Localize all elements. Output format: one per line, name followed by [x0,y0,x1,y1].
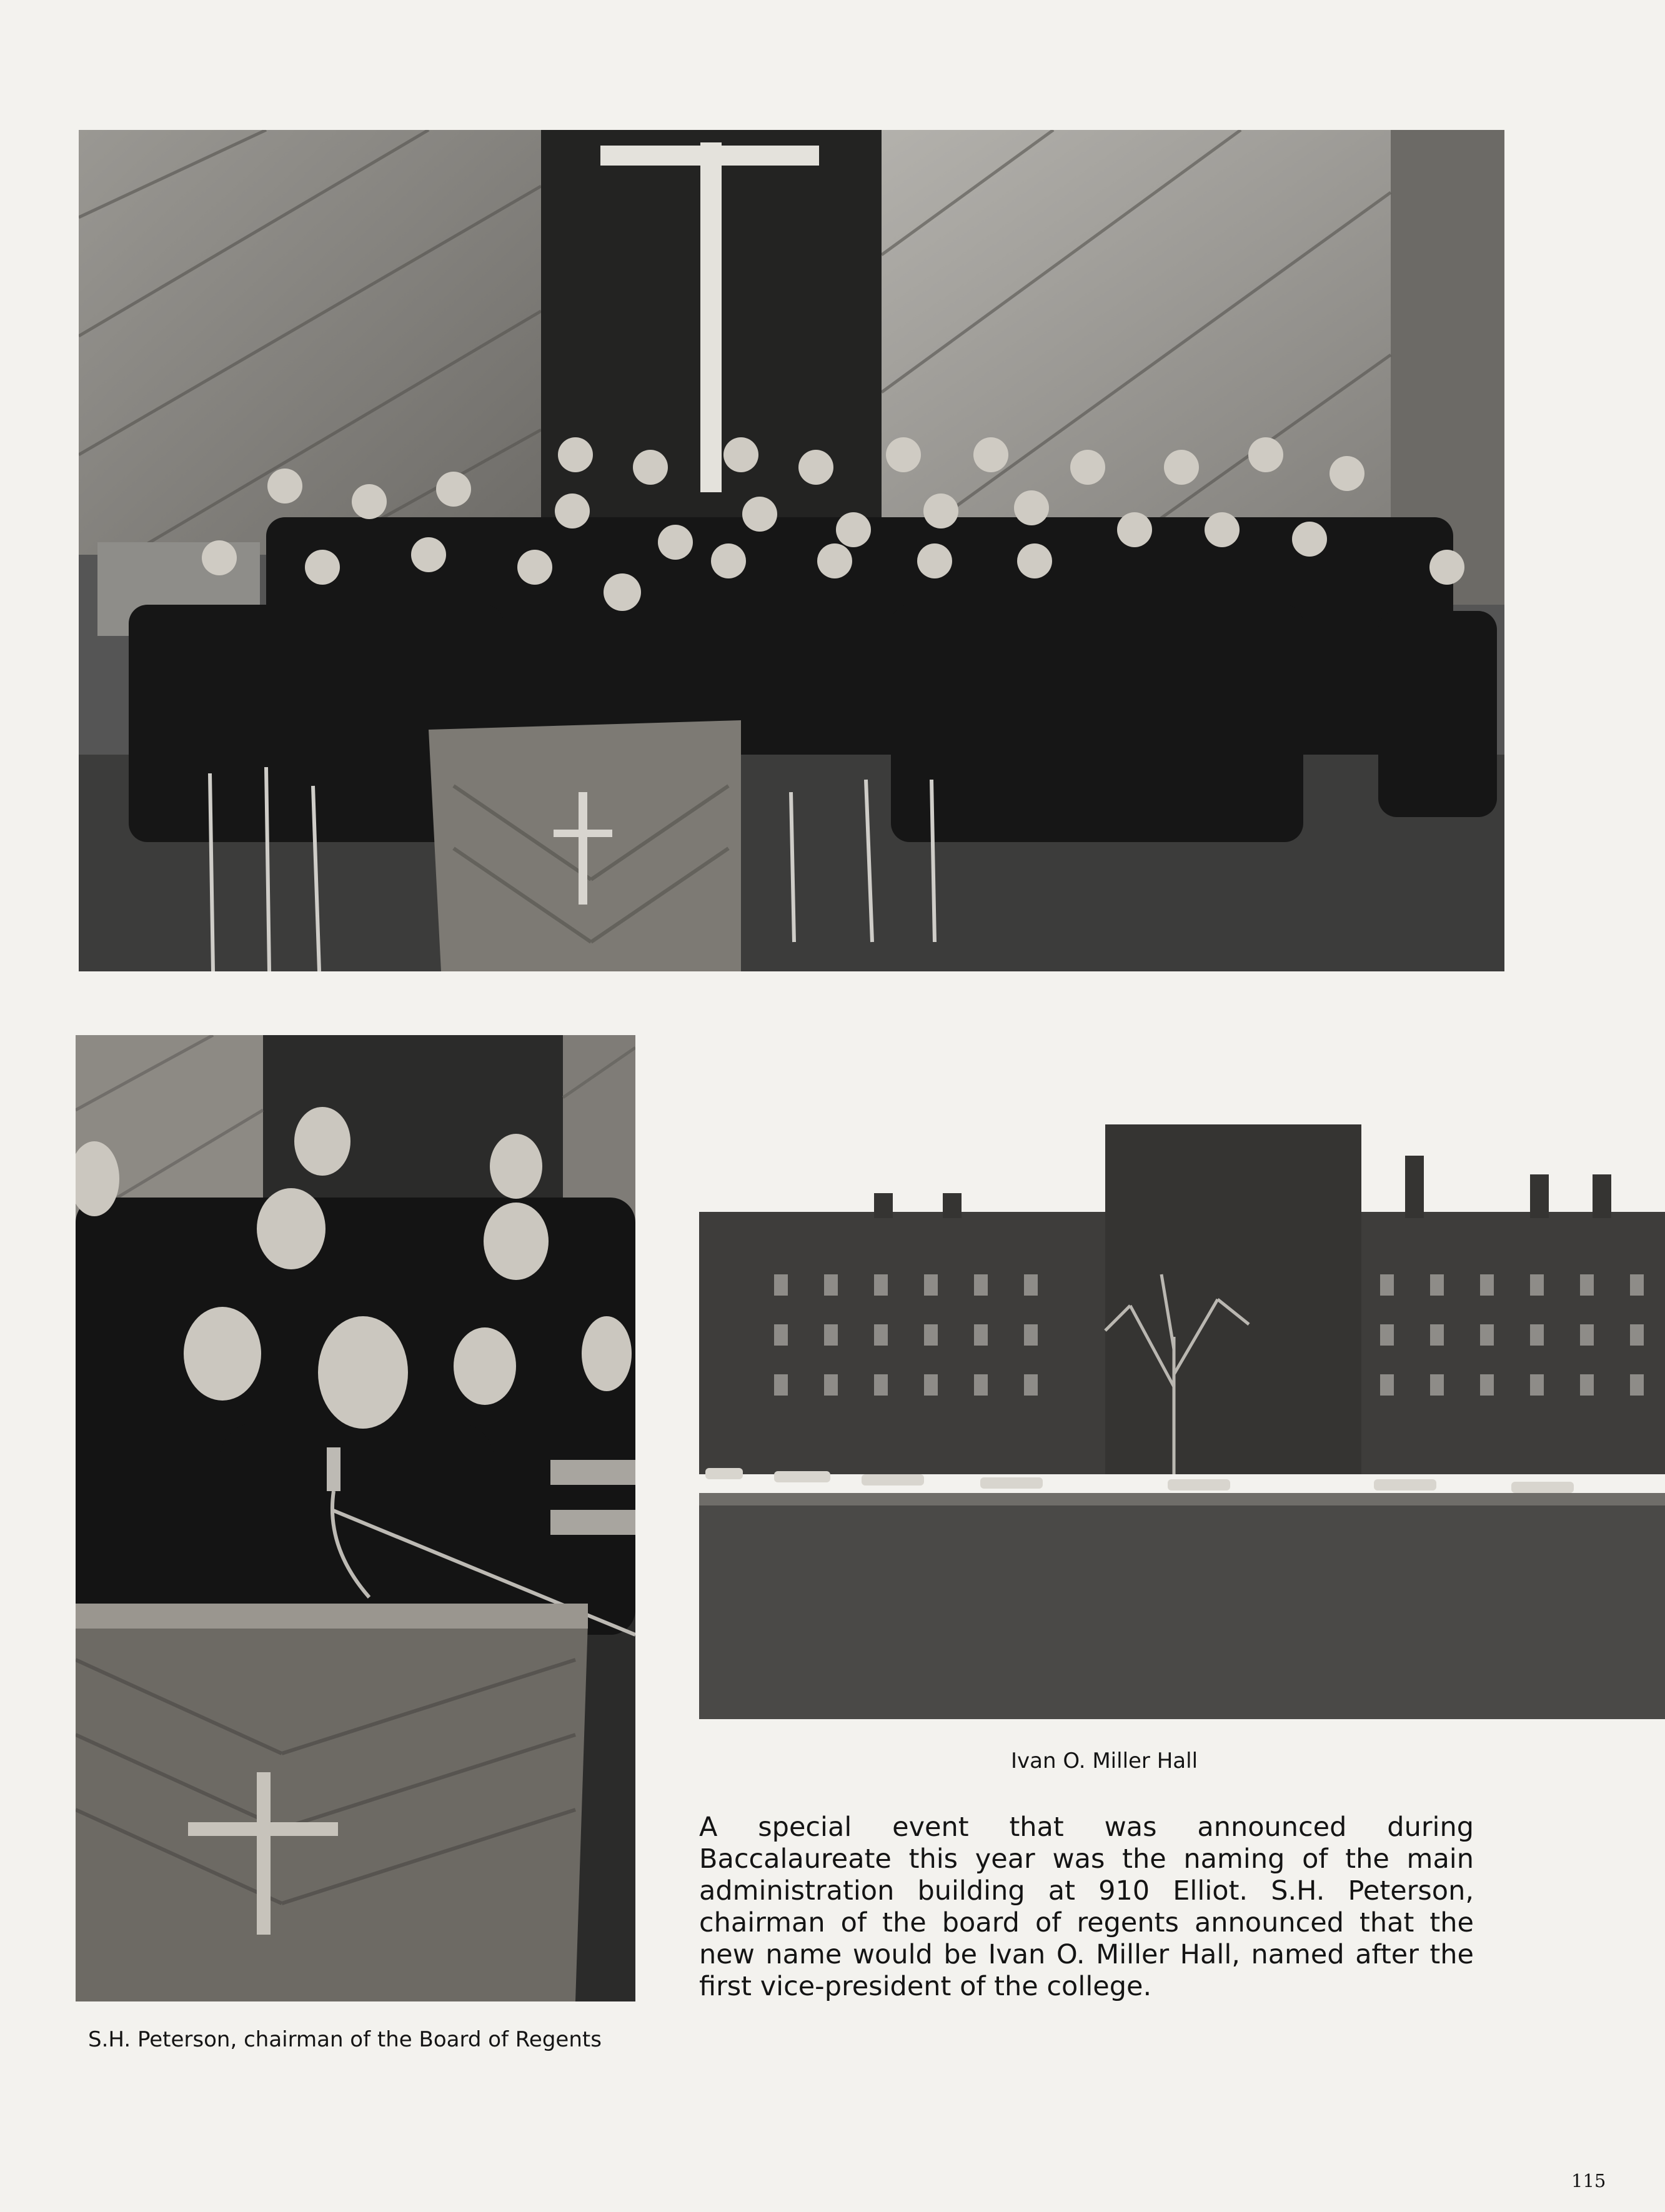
ceremony-stage-image [79,130,1504,971]
ceremony-stage-photo [79,130,1504,971]
peterson-caption: S.H. Peterson, chairman of the Board of Regents [88,2027,602,2052]
article-body: A special event that was announced during Baccalaureate this year was the naming of the main administration building at 910 Elliot. S.H. Peterson, chairman of the board of regents announced that the new name would be Ivan O. Miller Hall, named after the first vice-president of the college. [699,1812,1474,2002]
speaker-at-podium-photo [76,1035,635,2001]
page-number: 115 [1571,2170,1606,2191]
administration-building-photo [699,1037,1665,1719]
speaker-at-podium-image [76,1035,635,2001]
miller-hall-caption: Ivan O. Miller Hall [1011,1748,1198,1773]
administration-building-image [699,1037,1665,1719]
